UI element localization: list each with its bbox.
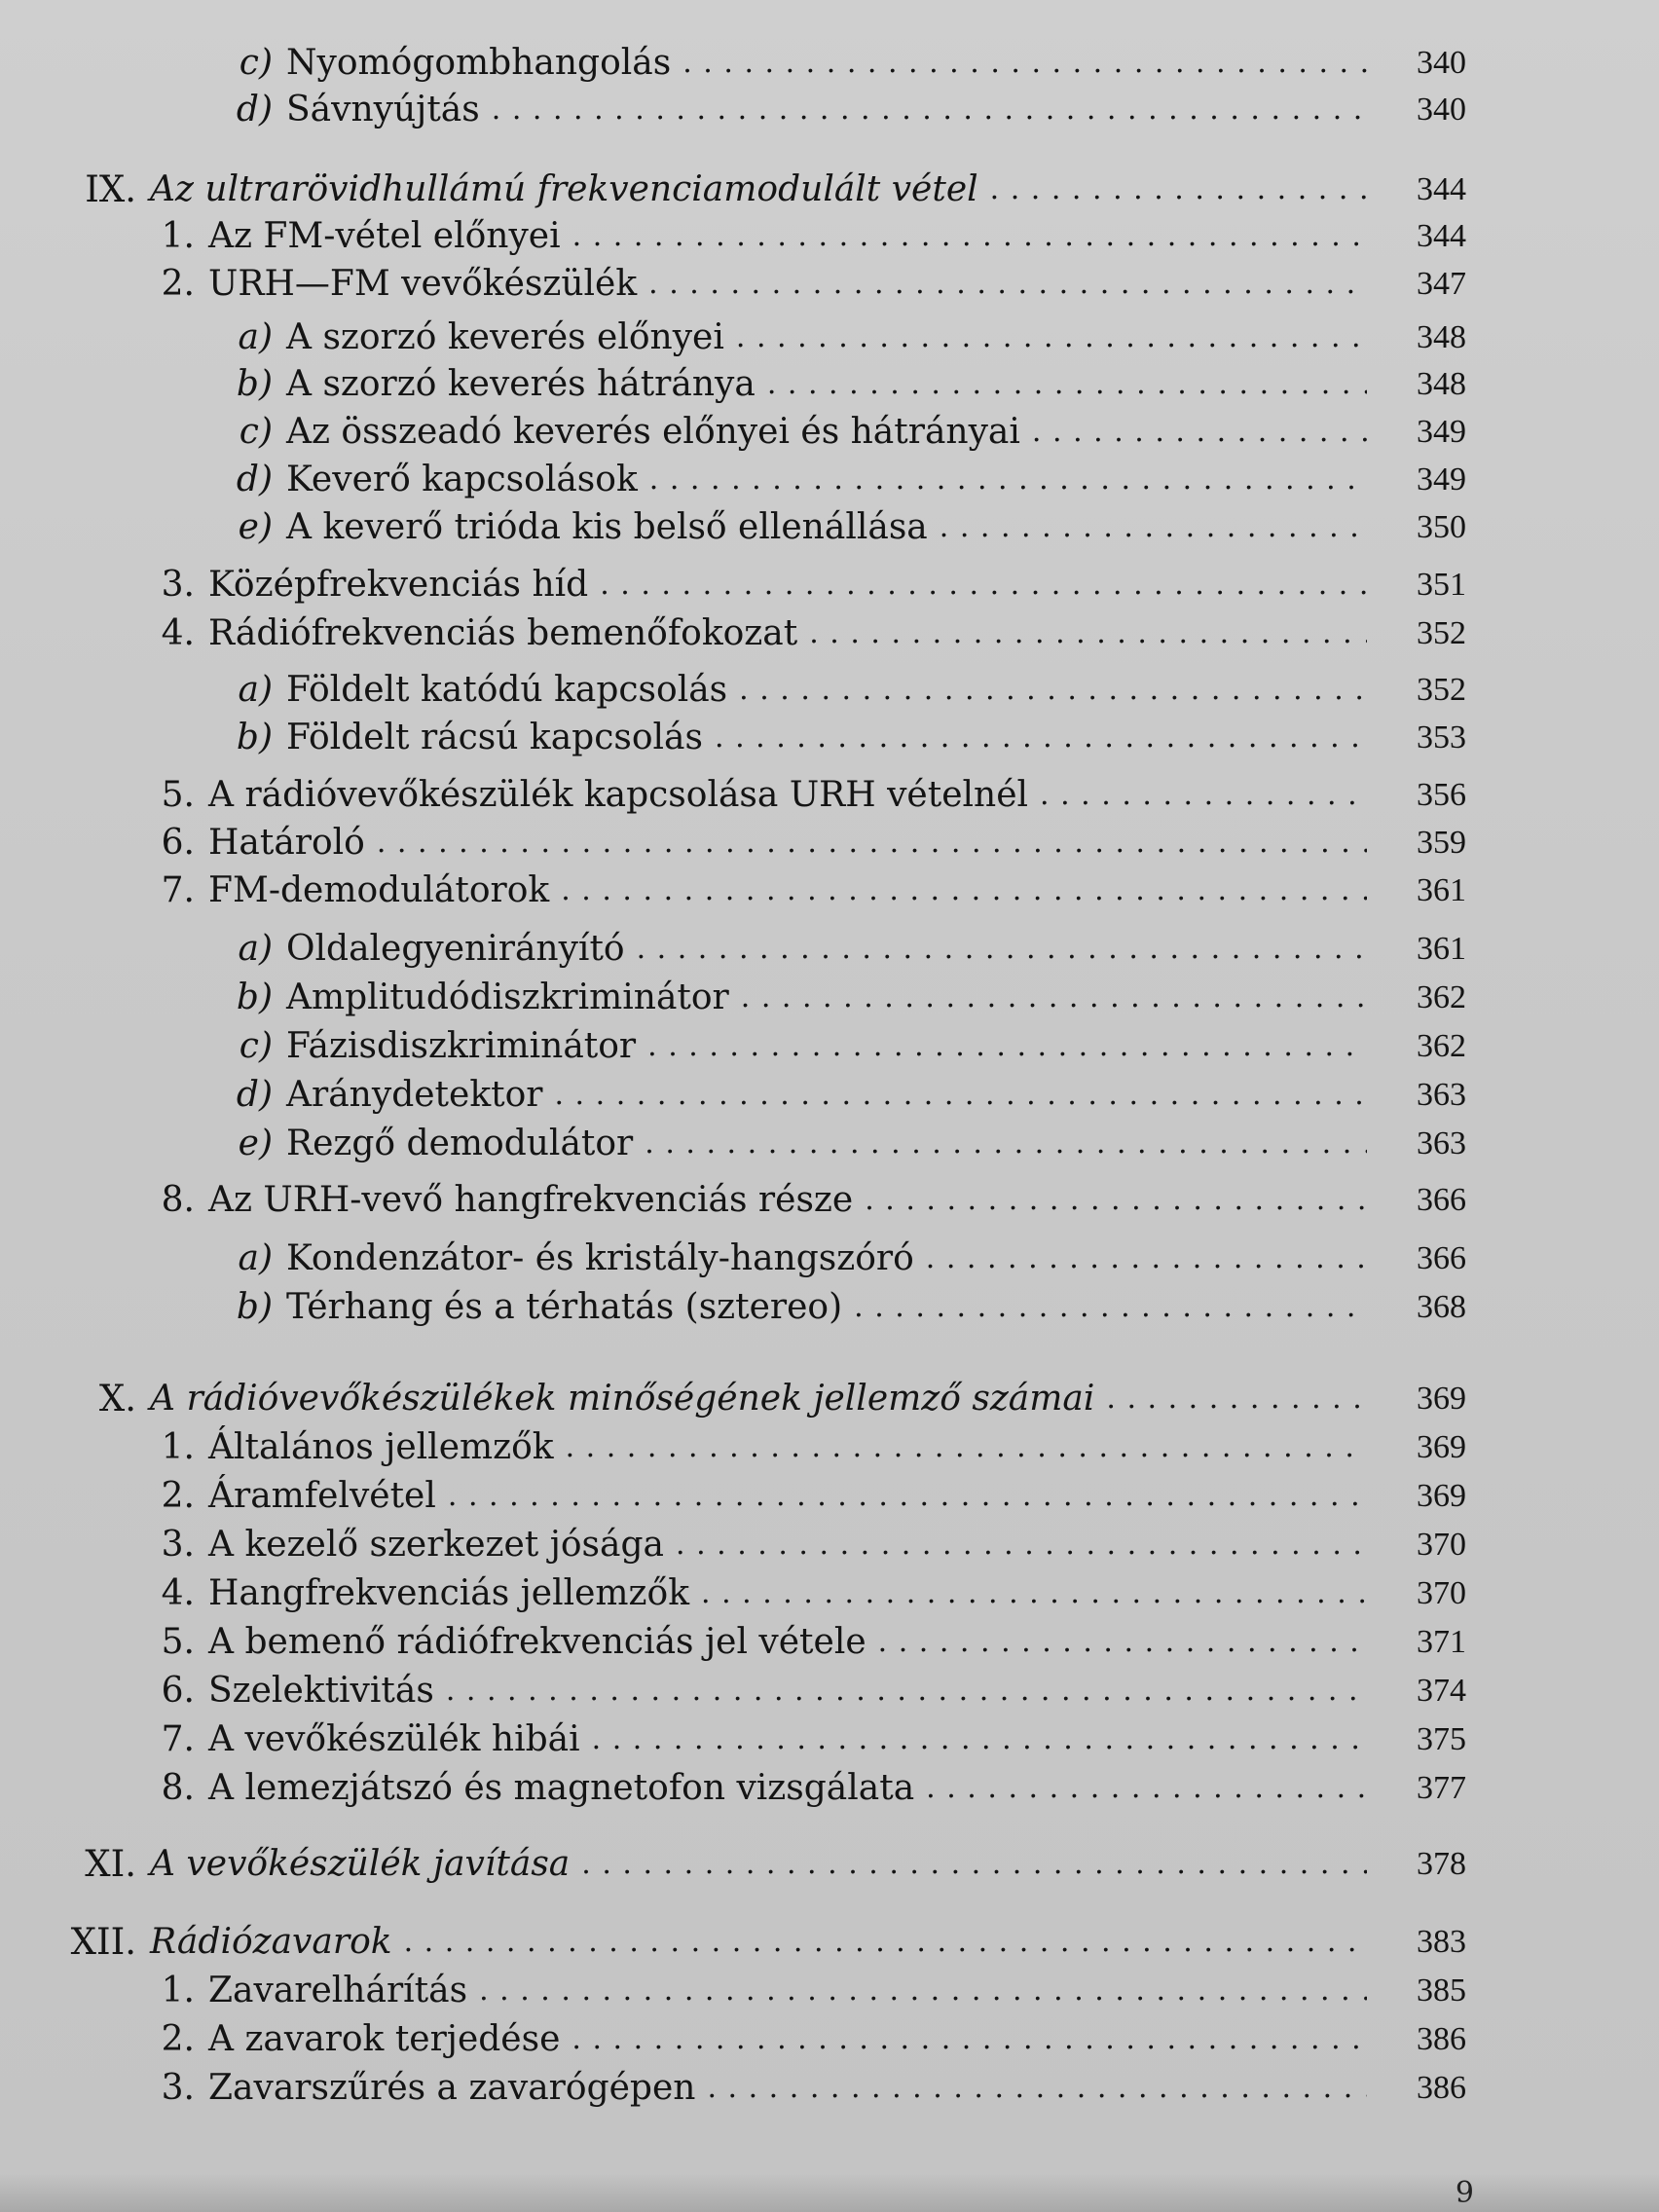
toc-entry-title: A bemenő rádiófrekvenciás jel vétele	[208, 1622, 866, 1662]
toc-entry-page: 344	[1417, 171, 1466, 207]
dot-leader	[645, 1120, 1367, 1168]
toc-section-entry	[0, 609, 1659, 658]
dot-leader	[446, 1667, 1367, 1715]
toc-entry-number: 5.	[161, 775, 195, 815]
toc-entry-title: A szorzó keverés hátránya	[286, 364, 756, 404]
toc-section-entry	[0, 1521, 1659, 1569]
toc-subsection-entry	[0, 974, 1659, 1022]
dot-leader	[990, 166, 1367, 214]
toc-entry-number: a)	[238, 1238, 273, 1278]
toc-entry-page: 363	[1417, 1125, 1466, 1161]
toc-entry-number: 1.	[161, 1971, 195, 2010]
dot-leader	[940, 503, 1367, 552]
toc-entry-number: 3.	[161, 1525, 195, 1565]
toc-entry-title: Kondenzátor- és kristály-hangszóró	[286, 1238, 914, 1278]
toc-entry-page: 378	[1417, 1846, 1466, 1882]
toc-entry-title: A rádióvevőkészülékek minőségének jellemző számai	[150, 1379, 1095, 1419]
dot-leader	[701, 1569, 1367, 1618]
toc-entry-page: 370	[1417, 1575, 1466, 1611]
toc-section-entry	[0, 771, 1659, 820]
toc-entry-page: 371	[1417, 1624, 1466, 1660]
dot-leader	[767, 360, 1367, 409]
toc-entry-title: Sávnyújtás	[286, 90, 480, 129]
toc-entry-title: Az URH-vevő hangfrekvenciás része	[208, 1180, 854, 1220]
toc-section-entry	[0, 866, 1659, 915]
toc-entry-number: XII.	[70, 1921, 136, 1963]
toc-entry-page: 366	[1417, 1240, 1466, 1276]
toc-entry-number: b)	[236, 718, 273, 757]
toc-entry-title: Aránydetektor	[286, 1075, 543, 1115]
toc-entry-page: 340	[1417, 92, 1466, 128]
toc-chapter-entry	[0, 1375, 1659, 1423]
toc-chapter-entry	[0, 1840, 1659, 1889]
toc-subsection-entry	[0, 1120, 1659, 1168]
dot-leader	[715, 714, 1367, 762]
toc-subsection-entry	[0, 456, 1659, 504]
toc-entry-title: Rádiófrekvenciás bemenőfokozat	[208, 613, 798, 653]
toc-section-entry	[0, 2064, 1659, 2113]
toc-chapter-entry	[0, 166, 1659, 214]
toc-entry-page: 362	[1417, 1028, 1466, 1064]
toc-entry-page: 353	[1417, 719, 1466, 756]
toc-entry-title: A zavarok terjedése	[208, 2019, 561, 2059]
dot-leader	[566, 1423, 1367, 1472]
toc-entry-title: Földelt katódú kapcsolás	[286, 670, 728, 710]
dot-leader	[865, 1176, 1367, 1225]
dot-leader	[554, 1071, 1367, 1120]
toc-entry-number: c)	[239, 43, 273, 83]
dot-leader	[1032, 408, 1367, 457]
toc-entry-title: FM-demodulátorok	[208, 870, 550, 910]
toc-entry-number: e)	[238, 507, 273, 547]
toc-entry-title: Rezgő demodulátor	[286, 1124, 634, 1163]
toc-entry-page: 383	[1417, 1924, 1466, 1960]
toc-subsection-entry	[0, 1071, 1659, 1120]
toc-entry-title: Keverő kapcsolások	[286, 460, 638, 499]
toc-entry-title: Szelektivitás	[208, 1671, 434, 1711]
toc-entry-page: 359	[1417, 825, 1466, 861]
toc-entry-title: A kezelő szerkezet jósága	[208, 1525, 664, 1565]
dot-leader	[572, 212, 1367, 261]
dot-leader	[878, 1618, 1367, 1667]
page-number: 9	[1455, 2176, 1474, 2210]
toc-entry-number: 8.	[161, 1180, 195, 1220]
toc-entry-title: Földelt rácsú kapcsolás	[286, 718, 703, 757]
toc-entry-number: 1.	[161, 1427, 195, 1467]
toc-entry-number: d)	[236, 90, 273, 129]
dot-leader	[571, 2015, 1367, 2064]
toc-chapter-entry	[0, 1918, 1659, 1967]
toc-section-entry	[0, 1423, 1659, 1472]
toc-entry-page: 375	[1417, 1721, 1466, 1757]
toc-entry-page: 352	[1417, 615, 1466, 651]
toc-section-entry	[0, 1764, 1659, 1813]
toc-entry-title: A szorzó keverés előnyei	[286, 317, 724, 357]
toc-entry-page: 368	[1417, 1289, 1466, 1325]
toc-entry-title: Határoló	[208, 823, 365, 863]
toc-entry-number: c)	[239, 1026, 273, 1066]
toc-entry-page: 356	[1417, 777, 1466, 813]
dot-leader	[637, 925, 1367, 974]
toc-section-entry	[0, 1618, 1659, 1667]
toc-entry-number: a)	[238, 670, 273, 710]
toc-entry-number: b)	[236, 1287, 273, 1327]
dot-leader	[448, 1472, 1367, 1521]
toc-entry-number: 2.	[161, 1476, 195, 1516]
toc-entry-number: 3.	[161, 2068, 195, 2108]
dot-leader	[926, 1235, 1367, 1283]
toc-entry-number: IX.	[85, 168, 136, 210]
toc-entry-title: A vevőkészülék javítása	[150, 1844, 571, 1884]
toc-entry-number: 4.	[161, 1573, 195, 1613]
dot-leader	[479, 1967, 1367, 2015]
dot-leader	[600, 561, 1367, 609]
dot-leader	[592, 1715, 1367, 1764]
toc-entry-page: 351	[1417, 567, 1466, 603]
toc-entry-number: 1.	[161, 216, 195, 256]
toc-entry-page: 369	[1417, 1478, 1466, 1514]
toc-subsection-entry	[0, 408, 1659, 457]
toc-entry-title: Amplitudódiszkriminátor	[286, 977, 729, 1017]
dot-leader	[492, 86, 1367, 134]
toc-subsection-entry	[0, 1235, 1659, 1283]
toc-entry-page: 385	[1417, 1972, 1466, 2009]
toc-entry-number: d)	[236, 1075, 273, 1115]
toc-entry-page: 370	[1417, 1527, 1466, 1563]
toc-entry-page: 369	[1417, 1381, 1466, 1417]
toc-subsection-entry	[0, 86, 1659, 134]
toc-entry-page: 349	[1417, 414, 1466, 450]
toc-entry-number: 8.	[161, 1768, 195, 1808]
toc-subsection-entry	[0, 1283, 1659, 1332]
toc-entry-title: Az összeadó keverés előnyei és hátrányai	[286, 412, 1020, 452]
toc-entry-page: 377	[1417, 1770, 1466, 1806]
toc-entry-title: Fázisdiszkriminátor	[286, 1026, 637, 1066]
toc-entry-page: 349	[1417, 461, 1466, 498]
toc-entry-number: a)	[238, 929, 273, 969]
toc-section-entry	[0, 561, 1659, 609]
toc-entry-page: 348	[1417, 319, 1466, 355]
toc-entry-title: Középfrekvenciás híd	[208, 565, 589, 605]
toc-entry-number: 4.	[161, 613, 195, 653]
toc-entry-number: XI.	[85, 1843, 136, 1885]
toc-entry-number: e)	[238, 1124, 273, 1163]
toc-subsection-entry	[0, 1022, 1659, 1071]
dot-leader	[926, 1764, 1367, 1813]
dot-leader	[404, 1918, 1367, 1967]
dot-leader	[707, 2064, 1367, 2113]
toc-entry-page: 386	[1417, 2021, 1466, 2057]
dot-leader	[581, 1840, 1367, 1889]
toc-entry-page: 340	[1417, 45, 1466, 81]
toc-entry-page: 361	[1417, 931, 1466, 967]
toc-section-entry	[0, 212, 1659, 261]
toc-section-entry	[0, 819, 1659, 867]
dot-leader	[647, 1022, 1367, 1071]
dot-leader	[649, 456, 1367, 504]
toc-entry-page: 350	[1417, 509, 1466, 545]
toc-entry-number: a)	[238, 317, 273, 357]
toc-section-entry	[0, 1715, 1659, 1764]
toc-entry-title: Zavarszűrés a zavarógépen	[208, 2068, 696, 2108]
toc-entry-title: Általános jellemzők	[208, 1427, 554, 1467]
dot-leader	[809, 609, 1367, 658]
toc-section-entry	[0, 1569, 1659, 1618]
toc-entry-number: b)	[236, 977, 273, 1017]
toc-entry-title: A keverő trióda kis belső ellenállása	[286, 507, 928, 547]
dot-leader	[682, 39, 1367, 88]
toc-section-entry	[0, 1472, 1659, 1521]
toc-entry-title: Nyomógombhangolás	[286, 43, 672, 83]
toc-entry-title: A vevőkészülék hibái	[208, 1719, 580, 1759]
toc-entry-number: 5.	[161, 1622, 195, 1662]
toc-entry-title: Rádiózavarok	[150, 1922, 392, 1962]
page-footer	[0, 2173, 1659, 2212]
toc-entry-title: Zavarelhárítás	[208, 1971, 468, 2010]
toc-entry-number: 2.	[161, 2019, 195, 2059]
toc-entry-title: Az ultrarövidhullámú frekvenciamodulált vétel	[150, 169, 978, 209]
toc-entry-title: Hangfrekvenciás jellemzők	[208, 1573, 690, 1613]
dot-leader	[739, 666, 1367, 715]
toc-entry-number: 3.	[161, 565, 195, 605]
toc-entry-number: b)	[236, 364, 273, 404]
toc-entry-number: 7.	[161, 870, 195, 910]
dot-leader	[736, 313, 1367, 362]
toc-subsection-entry	[0, 714, 1659, 762]
toc-subsection-entry	[0, 925, 1659, 974]
toc-subsection-entry	[0, 666, 1659, 715]
toc-entry-page: 352	[1417, 672, 1466, 708]
toc-entry-title: Az FM-vétel előnyei	[208, 216, 561, 256]
toc-entry-title: A rádióvevőkészülék kapcsolása URH vételnél	[208, 775, 1029, 815]
toc-subsection-entry	[0, 313, 1659, 362]
toc-entry-number: 2.	[161, 264, 195, 304]
toc-entry-title: A lemezjátszó és magnetofon vizsgálata	[208, 1768, 915, 1808]
toc-entry-page: 344	[1417, 218, 1466, 254]
toc-entry-title: Áramfelvétel	[208, 1476, 436, 1516]
toc-entry-number: 6.	[161, 1671, 195, 1711]
dot-leader	[1040, 771, 1367, 820]
toc-entry-number: 6.	[161, 823, 195, 863]
toc-section-entry	[0, 1667, 1659, 1715]
toc-section-entry	[0, 1176, 1659, 1225]
dot-leader	[648, 260, 1367, 309]
toc-entry-page: 348	[1417, 366, 1466, 402]
toc-entry-page: 369	[1417, 1429, 1466, 1465]
toc-entry-page: 347	[1417, 266, 1466, 302]
toc-section-entry	[0, 1967, 1659, 2015]
toc-entry-page: 363	[1417, 1077, 1466, 1113]
dot-leader	[561, 866, 1367, 915]
toc-entry-page: 362	[1417, 979, 1466, 1015]
dot-leader	[741, 974, 1367, 1022]
dot-leader	[854, 1283, 1367, 1332]
toc-subsection-entry	[0, 503, 1659, 552]
toc-entry-number: X.	[98, 1378, 136, 1419]
toc-entry-page: 366	[1417, 1182, 1466, 1218]
toc-entry-number: c)	[239, 412, 273, 452]
toc-section-entry	[0, 260, 1659, 309]
toc-subsection-entry	[0, 360, 1659, 409]
toc-entry-number: 7.	[161, 1719, 195, 1759]
toc-entry-title: Térhang és a térhatás (sztereo)	[286, 1287, 843, 1327]
toc-entry-page: 361	[1417, 872, 1466, 908]
toc-entry-title: URH—FM vevőkészülék	[208, 264, 638, 304]
dot-leader	[1106, 1375, 1367, 1423]
toc-entry-page: 386	[1417, 2070, 1466, 2106]
dot-leader	[377, 819, 1367, 867]
toc-entry-number: d)	[236, 460, 273, 499]
toc-subsection-entry	[0, 39, 1659, 88]
toc-section-entry	[0, 2015, 1659, 2064]
toc-entry-page: 374	[1417, 1673, 1466, 1709]
dot-leader	[676, 1521, 1367, 1569]
toc-entry-title: Oldalegyenirányító	[286, 929, 625, 969]
